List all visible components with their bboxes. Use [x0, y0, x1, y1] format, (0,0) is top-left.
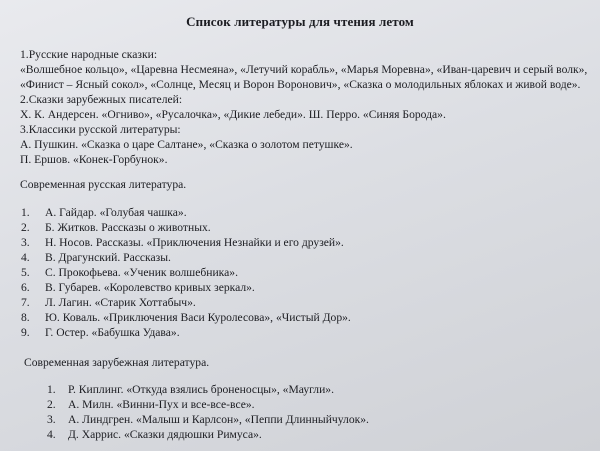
section-heading-modern-russian: Современная русская литература.: [20, 178, 187, 191]
list-item-text: А. Милн. «Винни-Пух и все-все-все».: [68, 398, 255, 411]
list-item-number: 6.: [21, 281, 30, 294]
section-heading-folk-tales: 1.Русские народные сказки:: [20, 48, 158, 61]
list-item-text: А. Гайдар. «Голубая чашка».: [45, 206, 187, 219]
list-item-text: Ю. Коваль. «Приключения Васи Куролесова», «Чистый Дор».: [45, 311, 351, 324]
folk-tales-line-1: «Волшебное кольцо», «Царевна Несмеяна», «Летучий корабль», «Марья Моревна», «Иван-царевич и серый волк»,: [20, 63, 588, 76]
list-item-number: 3.: [47, 413, 56, 426]
section-heading-modern-foreign: Современная зарубежная литература.: [24, 356, 210, 369]
page-title: Список литературы для чтения летом: [186, 14, 414, 29]
list-item-number: 2.: [21, 221, 30, 234]
russian-classics-line-2: П. Ершов. «Конек-Горбунок».: [20, 153, 168, 166]
section-heading-russian-classics: 3.Классики русской литературы:: [20, 123, 181, 136]
list-item-number: 2.: [47, 398, 56, 411]
list-item-text: А. Линдгрен. «Малыш и Карлсон», «Пеппи Длинныйчулок».: [68, 413, 369, 426]
list-item-number: 9.: [21, 326, 30, 339]
list-item-text: Л. Лагин. «Старик Хоттабыч».: [45, 296, 196, 309]
list-item-text: В. Губарев. «Королевство кривых зеркал».: [45, 281, 255, 294]
list-item-number: 4.: [21, 251, 30, 264]
list-item-text: Г. Остер. «Бабушка Удава».: [45, 326, 180, 339]
foreign-writers-line-1: Х. К. Андерсен. «Огниво», «Русалочка», «Дикие лебеди». Ш. Перро. «Синяя Борода».: [20, 108, 446, 121]
list-item-text: С. Прокофьева. «Ученик волшебника».: [45, 266, 238, 279]
list-item-number: 1.: [47, 383, 56, 396]
list-item-number: 8.: [21, 311, 30, 324]
list-item-number: 3.: [21, 236, 30, 249]
list-item-text: В. Драгунский. Рассказы.: [45, 251, 171, 264]
list-item-number: 5.: [21, 266, 30, 279]
list-item-text: Н. Носов. Рассказы. «Приключения Незнайки и его друзей».: [45, 236, 344, 249]
list-item-number: 1.: [21, 206, 30, 219]
list-item-number: 7.: [21, 296, 30, 309]
list-item-text: Б. Житков. Рассказы о животных.: [45, 221, 211, 234]
folk-tales-line-2: «Финист – Ясный сокол», «Солнце, Месяц и Ворон Воронович», «Сказка о молодильных яблоках и живой воде».: [20, 78, 581, 91]
list-item-number: 4.: [47, 428, 56, 441]
section-heading-foreign-writers: 2.Сказки зарубежных писателей:: [20, 93, 183, 106]
list-item-text: Р. Киплинг. «Откуда взялись броненосцы», «Маугли».: [68, 383, 334, 396]
list-item-text: Д. Харрис. «Сказки дядюшки Римуса».: [68, 428, 262, 441]
russian-classics-line-1: А. Пушкин. «Сказка о царе Салтане», «Сказка о золотом петушке».: [20, 138, 353, 151]
